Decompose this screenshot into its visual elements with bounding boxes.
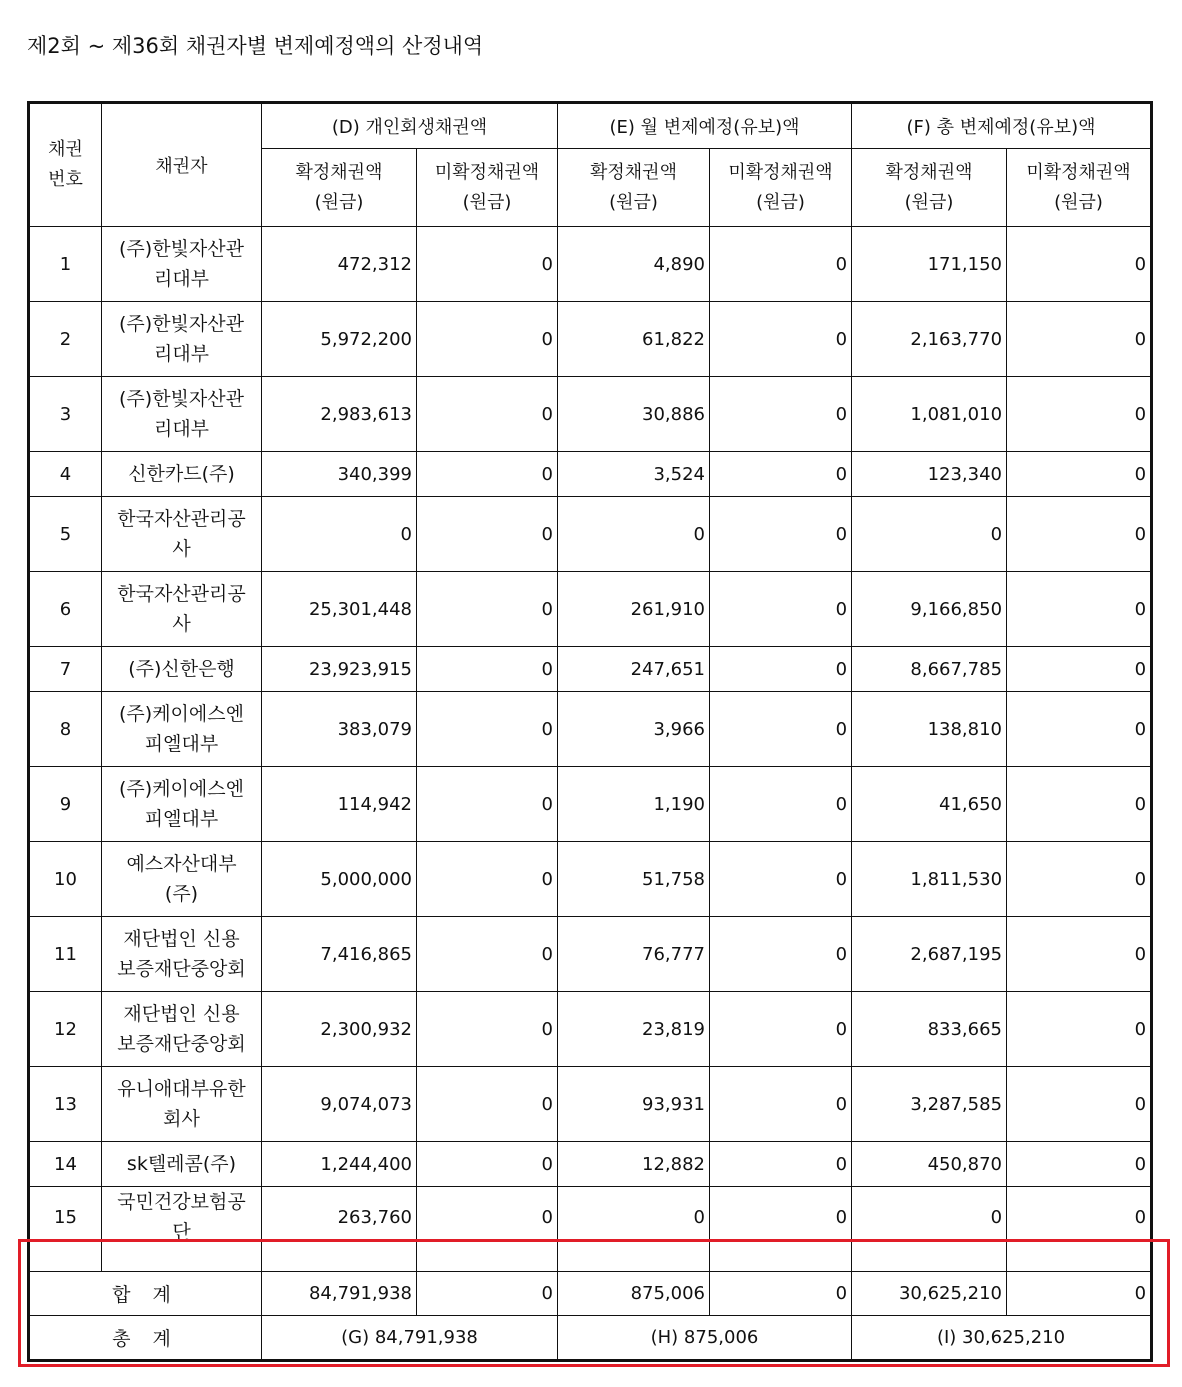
row-number: 6 — [29, 572, 102, 647]
d-confirmed-amount: 114,942 — [262, 767, 417, 842]
creditor-name: 국민건강보험공 단 — [102, 1187, 262, 1248]
d-confirmed-amount: 5,000,000 — [262, 842, 417, 917]
e-unconfirmed-amount: 0 — [710, 572, 852, 647]
d-unconfirmed-amount: 0 — [417, 302, 558, 377]
e-confirmed-amount: 0 — [558, 497, 710, 572]
f-unconfirmed-amount: 0 — [1007, 302, 1152, 377]
d-unconfirmed-amount: 0 — [417, 1142, 558, 1187]
f-unconfirmed-amount: 0 — [1007, 572, 1152, 647]
d-confirmed-amount: 2,300,932 — [262, 992, 417, 1067]
group-e-header: (E) 월 변제예정(유보)액 — [558, 103, 852, 149]
grand-total-i: (I) 30,625,210 — [852, 1316, 1152, 1361]
spacer-cell — [29, 1247, 102, 1272]
e-confirmed-amount: 93,931 — [558, 1067, 710, 1142]
creditor-name: 한국자산관리공 사 — [102, 572, 262, 647]
table-row — [29, 992, 1152, 1067]
repayment-table — [27, 101, 1153, 1362]
f-unconfirmed-amount: 0 — [1007, 452, 1152, 497]
d-unconfirmed-amount: 0 — [417, 767, 558, 842]
table-row — [29, 1142, 1152, 1187]
d-confirmed-amount: 23,923,915 — [262, 647, 417, 692]
e-confirmed-amount: 23,819 — [558, 992, 710, 1067]
subtotal-row — [29, 1272, 1152, 1316]
e-unconfirmed-amount: 0 — [710, 1067, 852, 1142]
spacer-cell — [1007, 1247, 1152, 1272]
row-number: 11 — [29, 917, 102, 992]
f-confirmed-amount: 138,810 — [852, 692, 1007, 767]
table-row — [29, 917, 1152, 992]
spacer-cell — [102, 1247, 262, 1272]
col-d-unconfirmed: 미확정채권액 (원금) — [417, 149, 558, 227]
f-unconfirmed-amount: 0 — [1007, 227, 1152, 302]
spacer-row — [29, 1247, 1152, 1272]
col-creditor-no: 채권 번호 — [29, 103, 102, 227]
d-unconfirmed-amount: 0 — [417, 1067, 558, 1142]
d-unconfirmed-amount: 0 — [417, 992, 558, 1067]
f-confirmed-amount: 9,166,850 — [852, 572, 1007, 647]
f-confirmed-amount: 2,163,770 — [852, 302, 1007, 377]
row-number: 13 — [29, 1067, 102, 1142]
f-confirmed-amount: 8,667,785 — [852, 647, 1007, 692]
d-unconfirmed-amount: 0 — [417, 647, 558, 692]
f-unconfirmed-amount: 0 — [1007, 497, 1152, 572]
d-unconfirmed-amount: 0 — [417, 917, 558, 992]
f-unconfirmed-amount: 0 — [1007, 1187, 1152, 1248]
f-unconfirmed-amount: 0 — [1007, 377, 1152, 452]
e-confirmed-amount: 30,886 — [558, 377, 710, 452]
table-row — [29, 572, 1152, 647]
e-unconfirmed-amount: 0 — [710, 767, 852, 842]
table-row — [29, 767, 1152, 842]
f-unconfirmed-amount: 0 — [1007, 1067, 1152, 1142]
f-confirmed-amount: 0 — [852, 497, 1007, 572]
f-confirmed-amount: 450,870 — [852, 1142, 1007, 1187]
creditor-name: (주)신한은행 — [102, 647, 262, 692]
subtotal-f1-amount: 30,625,210 — [852, 1272, 1007, 1316]
d-confirmed-amount: 25,301,448 — [262, 572, 417, 647]
creditor-name: 재단법인 신용 보증재단중앙회 — [102, 917, 262, 992]
grand-total-g: (G) 84,791,938 — [262, 1316, 558, 1361]
f-unconfirmed-amount: 0 — [1007, 1142, 1152, 1187]
d-confirmed-amount: 1,244,400 — [262, 1142, 417, 1187]
table-row — [29, 842, 1152, 917]
e-unconfirmed-amount: 0 — [710, 377, 852, 452]
d-confirmed-amount: 383,079 — [262, 692, 417, 767]
f-confirmed-amount: 833,665 — [852, 992, 1007, 1067]
d-unconfirmed-amount: 0 — [417, 227, 558, 302]
subtotal-e1-amount: 875,006 — [558, 1272, 710, 1316]
table-row — [29, 692, 1152, 767]
f-unconfirmed-amount: 0 — [1007, 917, 1152, 992]
f-confirmed-amount: 1,811,530 — [852, 842, 1007, 917]
d-unconfirmed-amount: 0 — [417, 452, 558, 497]
d-confirmed-amount: 7,416,865 — [262, 917, 417, 992]
f-unconfirmed-amount: 0 — [1007, 692, 1152, 767]
creditor-name: (주)한빛자산관 리대부 — [102, 227, 262, 302]
e-unconfirmed-amount: 0 — [710, 227, 852, 302]
f-unconfirmed-amount: 0 — [1007, 647, 1152, 692]
col-creditor: 채권자 — [102, 103, 262, 227]
f-confirmed-amount: 2,687,195 — [852, 917, 1007, 992]
d-unconfirmed-amount: 0 — [417, 842, 558, 917]
e-confirmed-amount: 3,966 — [558, 692, 710, 767]
spacer-cell — [710, 1247, 852, 1272]
row-number: 3 — [29, 377, 102, 452]
e-confirmed-amount: 0 — [558, 1187, 710, 1248]
subtotal-d1-amount: 84,791,938 — [262, 1272, 417, 1316]
col-f-confirmed: 확정채권액 (원금) — [852, 149, 1007, 227]
d-confirmed-amount: 0 — [262, 497, 417, 572]
creditor-name: (주)케이에스엔 피엘대부 — [102, 767, 262, 842]
col-d-confirmed: 확정채권액 (원금) — [262, 149, 417, 227]
group-f-header: (F) 총 변제예정(유보)액 — [852, 103, 1152, 149]
e-confirmed-amount: 76,777 — [558, 917, 710, 992]
e-unconfirmed-amount: 0 — [710, 917, 852, 992]
e-unconfirmed-amount: 0 — [710, 842, 852, 917]
col-e-unconfirmed: 미확정채권액 (원금) — [710, 149, 852, 227]
f-confirmed-amount: 1,081,010 — [852, 377, 1007, 452]
creditor-name: 신한카드(주) — [102, 452, 262, 497]
f-unconfirmed-amount: 0 — [1007, 992, 1152, 1067]
e-unconfirmed-amount: 0 — [710, 647, 852, 692]
table-row — [29, 647, 1152, 692]
e-confirmed-amount: 4,890 — [558, 227, 710, 302]
spacer-cell — [852, 1247, 1007, 1272]
row-number: 10 — [29, 842, 102, 917]
creditor-name: 예스자산대부 (주) — [102, 842, 262, 917]
d-confirmed-amount: 472,312 — [262, 227, 417, 302]
row-number: 5 — [29, 497, 102, 572]
document-title: 제2회 ~ 제36회 채권자별 변제예정액의 산정내역 — [27, 34, 484, 58]
e-confirmed-amount: 12,882 — [558, 1142, 710, 1187]
col-e-confirmed: 확정채권액 (원금) — [558, 149, 710, 227]
creditor-name: 재단법인 신용 보증재단중앙회 — [102, 992, 262, 1067]
d-confirmed-amount: 263,760 — [262, 1187, 417, 1248]
e-confirmed-amount: 51,758 — [558, 842, 710, 917]
d-unconfirmed-amount: 0 — [417, 572, 558, 647]
creditor-name: sk텔레콤(주) — [102, 1142, 262, 1187]
e-confirmed-amount: 261,910 — [558, 572, 710, 647]
f-confirmed-amount: 41,650 — [852, 767, 1007, 842]
d-unconfirmed-amount: 0 — [417, 497, 558, 572]
row-number: 2 — [29, 302, 102, 377]
row-number: 9 — [29, 767, 102, 842]
col-f-unconfirmed: 미확정채권액 (원금) — [1007, 149, 1152, 227]
e-unconfirmed-amount: 0 — [710, 497, 852, 572]
d-unconfirmed-amount: 0 — [417, 1187, 558, 1248]
creditor-name: (주)한빛자산관 리대부 — [102, 302, 262, 377]
table-row — [29, 302, 1152, 377]
spacer-cell — [262, 1247, 417, 1272]
d-confirmed-amount: 9,074,073 — [262, 1067, 417, 1142]
f-confirmed-amount: 123,340 — [852, 452, 1007, 497]
row-number: 15 — [29, 1187, 102, 1248]
e-confirmed-amount: 61,822 — [558, 302, 710, 377]
table-row — [29, 497, 1152, 572]
f-unconfirmed-amount: 0 — [1007, 842, 1152, 917]
creditor-name: 한국자산관리공 사 — [102, 497, 262, 572]
e-confirmed-amount: 1,190 — [558, 767, 710, 842]
row-number: 1 — [29, 227, 102, 302]
group-d-header: (D) 개인회생채권액 — [262, 103, 558, 149]
f-confirmed-amount: 0 — [852, 1187, 1007, 1248]
spacer-cell — [417, 1247, 558, 1272]
table-row — [29, 1187, 1152, 1248]
d-unconfirmed-amount: 0 — [417, 377, 558, 452]
row-number: 7 — [29, 647, 102, 692]
row-number: 12 — [29, 992, 102, 1067]
creditor-name: (주)케이에스엔 피엘대부 — [102, 692, 262, 767]
table-row — [29, 227, 1152, 302]
f-confirmed-amount: 171,150 — [852, 227, 1007, 302]
d-unconfirmed-amount: 0 — [417, 692, 558, 767]
d-confirmed-amount: 2,983,613 — [262, 377, 417, 452]
subtotal-e2-amount: 0 — [710, 1272, 852, 1316]
table-body — [29, 227, 1152, 1361]
grand-total-h: (H) 875,006 — [558, 1316, 852, 1361]
grand-total-label: 총 계 — [29, 1316, 262, 1361]
creditor-name: 유니애대부유한 회사 — [102, 1067, 262, 1142]
subtotal-d2-amount: 0 — [417, 1272, 558, 1316]
spacer-cell — [558, 1247, 710, 1272]
e-unconfirmed-amount: 0 — [710, 692, 852, 767]
subtotal-label: 합 계 — [29, 1272, 262, 1316]
e-unconfirmed-amount: 0 — [710, 992, 852, 1067]
d-confirmed-amount: 340,399 — [262, 452, 417, 497]
table-row — [29, 452, 1152, 497]
d-confirmed-amount: 5,972,200 — [262, 302, 417, 377]
e-confirmed-amount: 3,524 — [558, 452, 710, 497]
e-unconfirmed-amount: 0 — [710, 302, 852, 377]
table-row — [29, 377, 1152, 452]
table-row — [29, 1067, 1152, 1142]
e-unconfirmed-amount: 0 — [710, 452, 852, 497]
row-number: 4 — [29, 452, 102, 497]
subtotal-f2-amount: 0 — [1007, 1272, 1152, 1316]
row-number: 14 — [29, 1142, 102, 1187]
f-unconfirmed-amount: 0 — [1007, 767, 1152, 842]
f-confirmed-amount: 3,287,585 — [852, 1067, 1007, 1142]
row-number: 8 — [29, 692, 102, 767]
e-unconfirmed-amount: 0 — [710, 1142, 852, 1187]
e-confirmed-amount: 247,651 — [558, 647, 710, 692]
e-unconfirmed-amount: 0 — [710, 1187, 852, 1248]
creditor-name: (주)한빛자산관 리대부 — [102, 377, 262, 452]
grand-total-row — [29, 1316, 1152, 1361]
